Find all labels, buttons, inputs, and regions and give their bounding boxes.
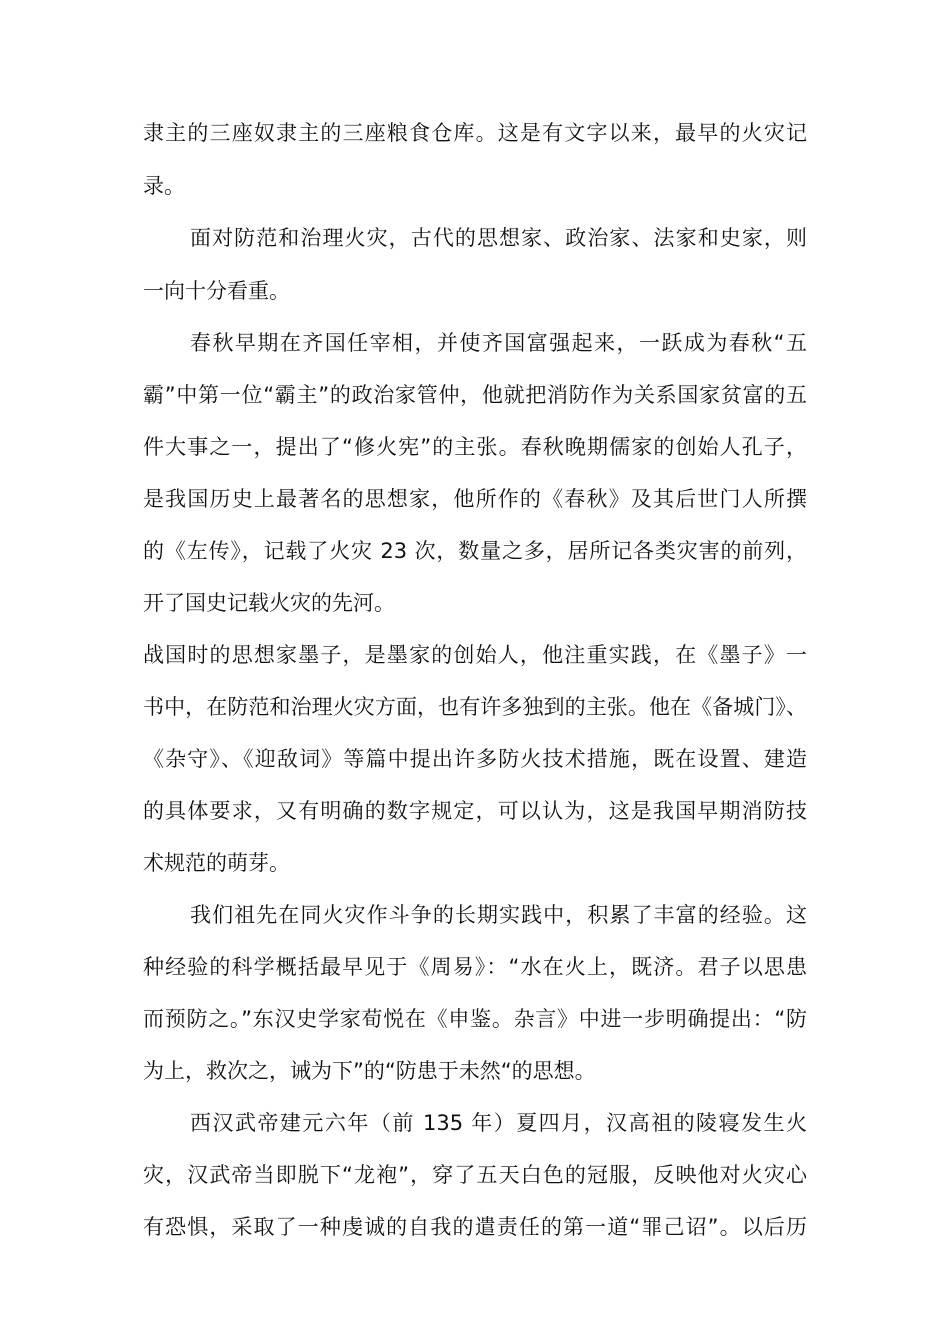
text-line-7: 件大事之一，提出了“修火宪”的主张。春秋晚期儒家的创始人孔子， [143, 435, 807, 459]
text-line-5: 春秋早期在齐国任宰相，并使齐国富强起来，一跃成为春秋“五 [190, 331, 807, 355]
text-line-10: 开了国史记载火灾的先河。 [143, 591, 395, 615]
text-line-16: 我们祖先在同火灾作斗争的长期实践中，积累了丰富的经验。这 [190, 903, 807, 927]
text-line-14: 的具体要求，又有明确的数字规定，可以认为，这是我国早期消防技 [143, 799, 807, 823]
text-line-18: 而预防之。”东汉史学家荀悦在《申鉴。杂言》中进一步明确提出：“防 [143, 1007, 807, 1031]
text-line-20: 西汉武帝建元六年（前 135 年）夏四月，汉高祖的陵寝发生火 [190, 1111, 807, 1135]
text-line-19: 为上，救次之，诫为下”的“防患于未然“的思想。 [143, 1059, 596, 1083]
text-line-22: 有恐惧，采取了一种虔诚的自我的遣责任的第一道“罪己诏”。以后历 [143, 1215, 807, 1239]
text-line-3: 面对防范和治理火灾，古代的思想家、政治家、法家和史家，则 [190, 226, 807, 250]
text-line-4: 一向十分看重。 [143, 279, 290, 303]
text-line-21: 灾，汉武帝当即脱下“龙袍”，穿了五天白色的冠服，反映他对火灾心 [143, 1163, 807, 1187]
text-line-8: 是我国历史上最著名的思想家，他所作的《春秋》及其后世门人所撰 [143, 487, 807, 511]
text-line-6: 霸”中第一位“霸主”的政治家管仲，他就把消防作为关系国家贫富的五 [143, 383, 807, 407]
text-line-13: 《杂守》、《迎敌词》等篇中提出许多防火技术措施，既在设置、建造 [143, 747, 807, 771]
text-line-12: 书中，在防范和治理火灾方面，也有许多独到的主张。他在《备城门》、 [143, 695, 807, 719]
text-line-15: 术规范的萌芽。 [143, 851, 290, 875]
text-line-1: 隶主的三座奴隶主的三座粮食仓库。这是有文字以来，最早的火灾记 [143, 121, 807, 145]
text-line-9: 的《左传》，记载了火灾 23 次，数量之多，居所记各类灾害的前列， [143, 539, 807, 563]
text-line-17: 种经验的科学概括最早见于《周易》：“水在火上，既济。君子以思患 [143, 955, 807, 979]
text-line-11: 战国时的思想家墨子，是墨家的创始人，他注重实践，在《墨子》一 [143, 643, 807, 667]
text-line-2: 录。 [143, 174, 185, 198]
